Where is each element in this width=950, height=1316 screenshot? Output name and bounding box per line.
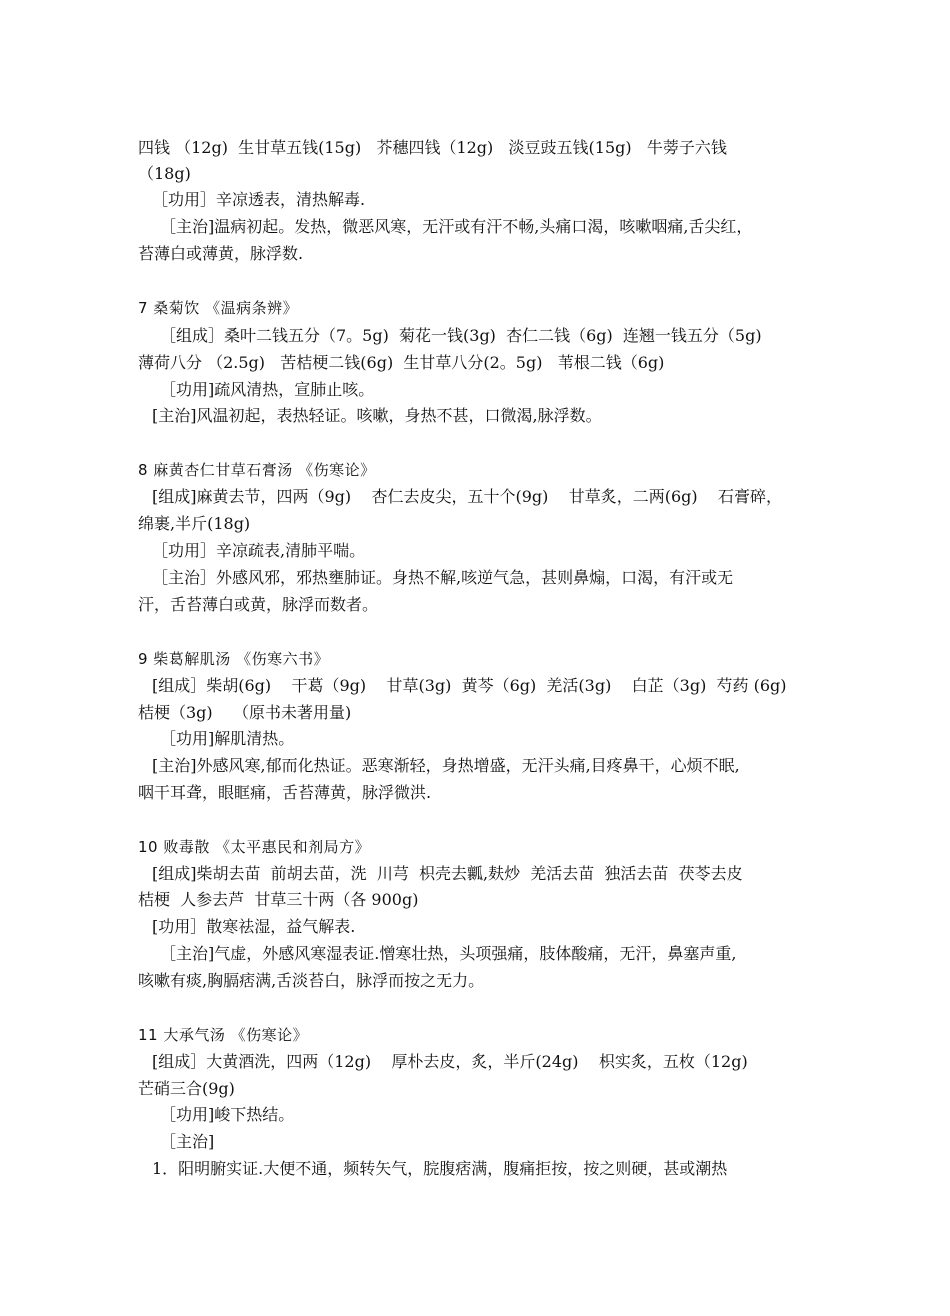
text-line: [主治]外感风寒,郁而化热证。恶寒渐轻，身热增盛，无汗头痛,目疼鼻干，心烦不眠, [152, 756, 740, 775]
text-line: 桔梗 人参去芦 甘草三十两（各 900g) [138, 890, 419, 909]
text-line: [组成]麻黄去节，四两（9g) 杏仁去皮尖，五十个(9g) 甘草炙，二两(6g) 石膏碎， [152, 487, 782, 506]
text-line: ［功用]峻下热结。 [160, 1105, 295, 1124]
text-line: 薄荷八分 （2.5g) 苦桔梗二钱(6g) 生甘草八分(2。5g) 苇根二钱（6g) [138, 353, 665, 372]
text-line: （18g) [138, 164, 191, 183]
text-line: [组成］大黄酒洗，四两（12g) 厚朴去皮，炙，半斤(24g) 枳实炙，五枚（12g) [152, 1052, 748, 1071]
section-heading: 8 麻黄杏仁甘草石膏汤 《伤寒论》 [138, 461, 376, 479]
text-line: ［功用］辛凉透表，清热解毒. [152, 190, 366, 209]
section-heading: 11 大承气汤 《伤寒论》 [138, 1026, 309, 1044]
text-line: ［组成］桑叶二钱五分（7。5g) 菊花一钱(3g) 杏仁二钱（6g) 连翘一钱五分（5g) [160, 326, 762, 345]
text-line: [组成]柴胡去苗 前胡去苗，洗 川芎 枳壳去瓤,麸炒 羌活去苗 独活去苗 茯苓去皮 [152, 864, 743, 883]
text-line: [功用］散寒祛湿，益气解表. [152, 917, 356, 936]
text-line: 四钱 （12g) 生甘草五钱(15g) 芥穗四钱（12g) 淡豆豉五钱(15g) 牛蒡子六钱 [138, 138, 727, 157]
text-line: 咳嗽有痰,胸膈痞满,舌淡苔白，脉浮而按之无力。 [138, 971, 485, 990]
text-line: [主治]风温初起，表热轻证。咳嗽，身热不甚，口微渴,脉浮数。 [152, 406, 602, 425]
text-line: 咽干耳聋，眼眶痛，舌苔薄黄，脉浮微洪. [138, 783, 432, 802]
text-line: 芒硝三合(9g) [138, 1079, 235, 1098]
section-heading: 9 柴葛解肌汤 《伤寒六书》 [138, 650, 330, 668]
text-line: ［功用］辛凉疏表,清肺平喘。 [152, 541, 366, 560]
section-heading: 7 桑菊饮 《温病条辨》 [138, 299, 299, 317]
text-line: [组成］柴胡(6g) 干葛（9g) 甘草(3g) 黄芩（6g) 羌活(3g) 白芷（3g) 芍药 (6g) [152, 676, 787, 695]
text-line: 1．阳明腑实证.大便不通，频转矢气，脘腹痞满，腹痛拒按，按之则硬，甚或潮热 [152, 1159, 728, 1178]
section-heading: 10 败毒散 《太平惠民和剂局方》 [138, 838, 371, 856]
text-line: 绵裹,半斤(18g) [138, 514, 251, 533]
text-line: ［主治]气虚，外感风寒湿表证.憎寒壮热，头项强痛，肢体酸痛，无汗，鼻塞声重, [160, 944, 737, 963]
text-line: 汗，舌苔薄白或黄，脉浮而数者。 [138, 595, 379, 614]
text-line: ［主治]温病初起。发热，微恶风寒，无汗或有汗不畅,头痛口渴，咳嗽咽痛,舌尖红， [160, 217, 753, 236]
text-line: ［主治］外感风邪，邪热壅肺证。身热不解,咳逆气急，甚则鼻煽，口渴，有汗或无 [152, 568, 734, 587]
text-line: ［功用]解肌清热。 [160, 729, 295, 748]
text-line: ［功用]疏风清热，宣肺止咳。 [160, 380, 375, 399]
text-line: 桔梗（3g) （原书未著用量) [138, 703, 352, 722]
text-line: 苔薄白或薄黄，脉浮数. [138, 244, 304, 263]
text-line: ［主治] [160, 1132, 215, 1151]
